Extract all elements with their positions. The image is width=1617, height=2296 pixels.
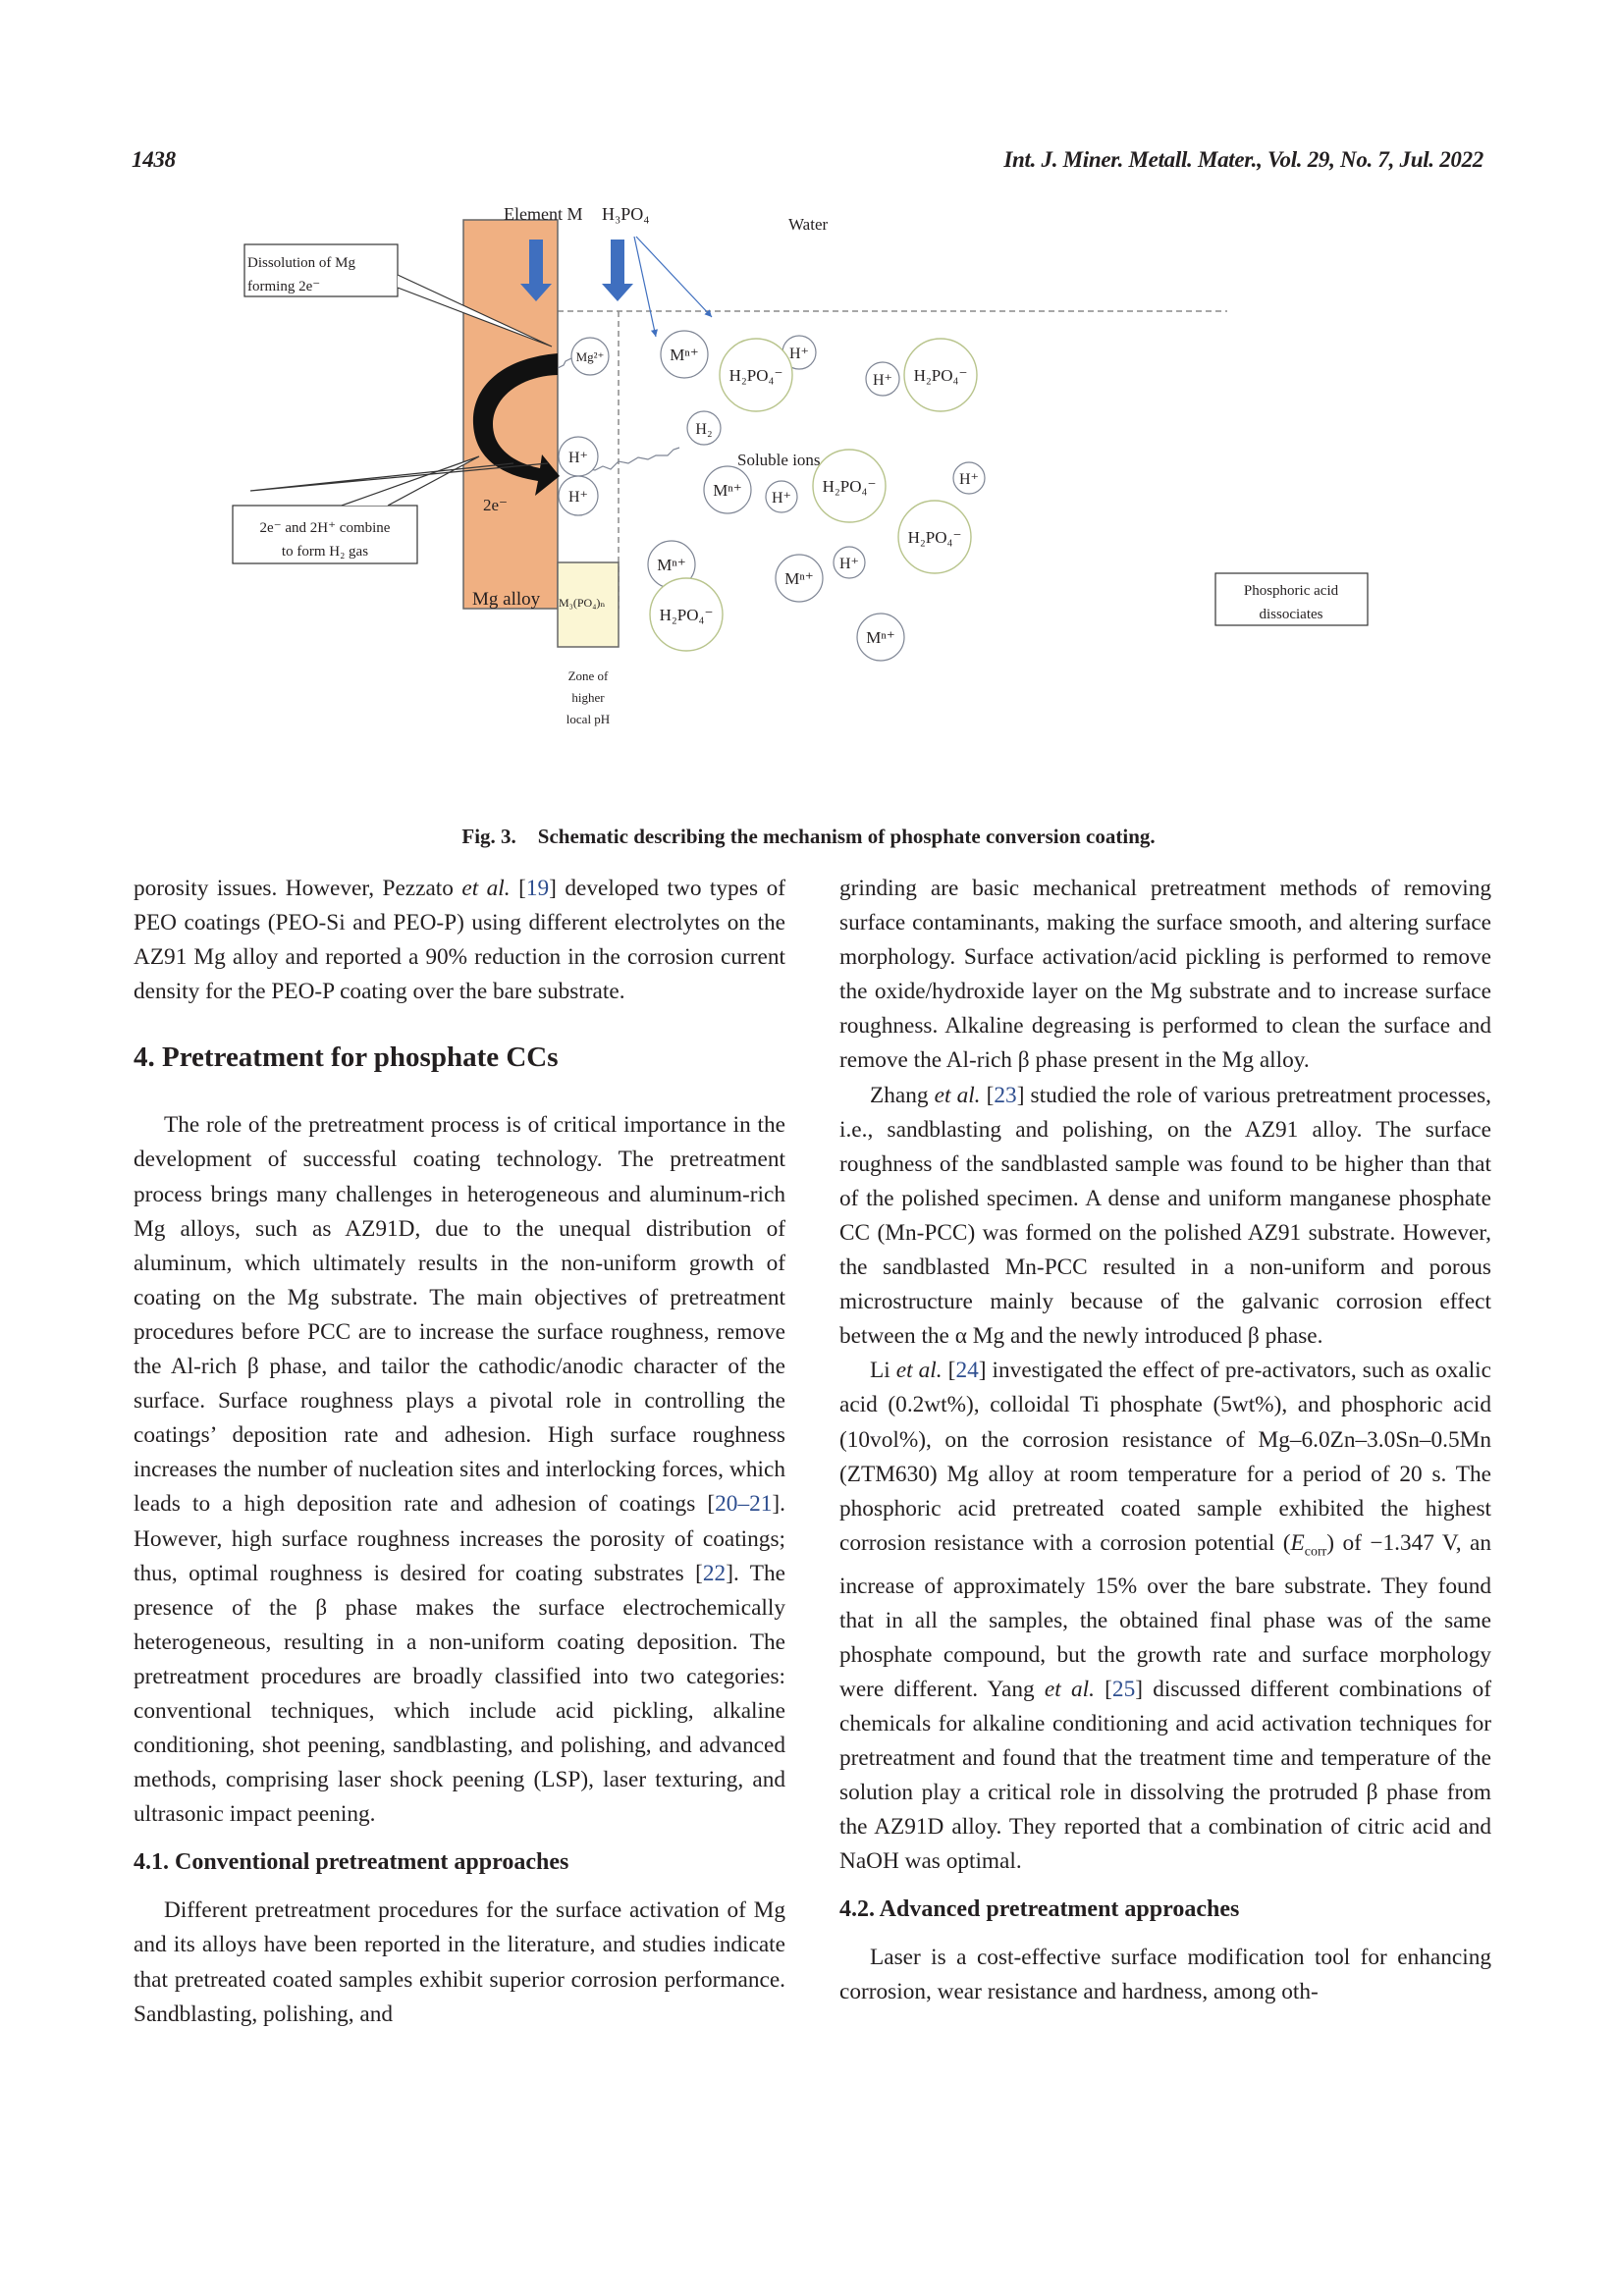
figure-3-schematic — [226, 196, 1404, 825]
callout-combine-line1: 2e⁻ and 2H⁺ combine — [259, 520, 391, 536]
citation-link[interactable]: 22 — [702, 1560, 727, 1586]
element-m-label: Element M — [504, 204, 583, 224]
h2po4-ion — [650, 578, 723, 651]
h-plus-ion — [953, 462, 985, 494]
h2po4-ion — [904, 339, 977, 411]
svg-text:H₂PO₄⁻: H₂PO₄⁻ — [728, 366, 783, 385]
callout-phosphoric-line2: dissociates — [1259, 607, 1323, 622]
svg-text:H₂PO₄⁻: H₂PO₄⁻ — [659, 606, 714, 624]
svg-text:Mg²⁺: Mg²⁺ — [575, 349, 605, 364]
paragraph: The role of the pretreatment process is of critical importance in the development of successful coating technology. The pretreatment process brings many challenges in heterogeneous and aluminum-rich Mg alloys, such as AZ91D, due to the unequal distribution of aluminum, which ultimately results in the non-uniform growth of coating on the Mg substrate. The main objectives of pretreatment procedures before PCC are to increase the surface roughness, remove the Al-rich β phase, and tailor the cathodic/anodic character of the surface. Surface roughness plays a pivotal role in controlling the coatings’ deposition rate and adhesion. High surface roughness increases the number of nucleation sites and interlocking forces, which leads to a high deposition rate and adhesion of coatings [20–21]. However, high surface roughness increases the porosity of coatings; thus, optimal roughness is desired for coating substrates [22]. The presence of the β phase makes the surface electrochemically heterogeneous, resulting in a non-uniform coating deposition. The pretreatment procedures are broadly classified into two categories: conventional techniques, which include acid pickling, alkaline conditioning, shot peening, sandblasting, and polishing, and advanced methods, comprising laser shock peening (LSP), laser texturing, and ultrasonic impact peening. — [134, 1112, 785, 1828]
zone-label-2: higher — [571, 690, 605, 705]
citation-link[interactable]: 24 — [955, 1358, 979, 1384]
mg-alloy-label: Mg alloy — [472, 589, 541, 610]
h-plus-ion — [866, 362, 899, 396]
journal-citation: Int. J. Miner. Metall. Mater., Vol. 29, No. 7, Jul. 2022 — [1003, 147, 1483, 172]
h-plus-ion — [559, 437, 598, 476]
metal-ion — [704, 466, 751, 513]
svg-text:H₂PO₄⁻: H₂PO₄⁻ — [913, 366, 968, 385]
svg-text:H⁺: H⁺ — [873, 372, 892, 389]
callout-combine-line2: to form H₂ gas — [281, 544, 369, 560]
h3po4-to-h2po4-arrow — [636, 237, 712, 317]
figure-caption — [0, 825, 1617, 849]
h3po4-label: H₃PO₄ — [602, 204, 650, 224]
section-heading: 4. Pretreatment for phosphate CCs — [134, 1041, 559, 1074]
paragraph: Different pretreatment procedures for the surface activation of Mg and its alloys have been reported in the literature, and studies indicate that pretreated coated samples exhibit superior corrosion performance. Sandblasting, polishing, and — [134, 1897, 785, 2027]
h3po4-arrow-icon — [602, 240, 633, 301]
callout-phosphoric-line1: Phosphoric acid — [1243, 583, 1339, 599]
svg-text:H⁺: H⁺ — [568, 450, 588, 466]
precipitate-formula: M₃(PO₄)ₙ — [559, 596, 606, 610]
h2po4-ion — [898, 501, 971, 573]
zone-label-3: local pH — [566, 712, 611, 726]
citation-link[interactable]: 19 — [525, 876, 550, 901]
subsection-heading: 4.2. Advanced pretreatment approaches — [839, 1896, 1240, 1923]
subsection-heading: 4.1. Conventional pretreatment approaches — [134, 1849, 569, 1876]
paragraph: Li et al. [24] investigated the effect of pre-activators, such as oxalic acid (0.2wt%), colloidal Ti phosphate (5wt%), and phosphoric acid (10vol%), on the corrosion resistance of Mg–6.0Zn–3.0Sn–0.5Mn (ZTM630) Mg alloy at room temperature for a period of 20 s. The phosphoric acid pretreated coated sample exhibited the highest corrosion resistance with a corrosion potential $(E_{corr})$ of −1.347 V, an increase of approximately 15% over the bare substrate. They found that in all the samples, the obtained final phase was of the same phosphate compound, but the growth rate and surface morphology were different. Yang et al. [25] discussed different combinations of chemicals for alkaline conditioning and acid activation techniques for pretreatment and found that the treatment time and temperature of the solution play a critical role in dissolving the protruded β phase from the AZ91D alloy. They reported that a combination of citric acid and NaOH was optimal. — [839, 1358, 1491, 1875]
svg-text:H₂: H₂ — [695, 421, 713, 438]
h2po4-ion — [720, 339, 792, 411]
paragraph: grinding are basic mechanical pretreatment methods of removing surface contaminants, making the surface smooth, and altering surface morphology. Surface activation/acid pickling is performed to remove the oxide/hydroxide layer on the Mg substrate and to increase surface roughness. Alkaline degreasing is performed to clean the surface and remove the Al-rich β phase present in the Mg alloy. — [839, 876, 1491, 1074]
h3po4-to-hplus-arrow — [634, 237, 656, 337]
soluble-ions-label: Soluble ions — [737, 451, 821, 469]
callout-dissolution-line1: Dissolution of Mg — [247, 255, 356, 271]
callout-dissolution-line2: forming 2e⁻ — [247, 279, 321, 294]
h-plus-ion — [559, 476, 598, 515]
svg-text:H⁺: H⁺ — [959, 471, 979, 488]
two-electron-label: 2e⁻ — [483, 496, 509, 514]
left-column — [134, 872, 785, 2032]
svg-text:H⁺: H⁺ — [568, 489, 588, 506]
citation-link[interactable]: 25 — [1111, 1676, 1136, 1702]
svg-text:H⁺: H⁺ — [772, 490, 791, 507]
svg-text:H₂PO₄⁻: H₂PO₄⁻ — [822, 477, 877, 496]
figure-label: Fig. 3. — [461, 825, 516, 848]
h-plus-ion — [766, 481, 797, 512]
svg-text:Mⁿ⁺: Mⁿ⁺ — [784, 569, 814, 588]
svg-text:Mⁿ⁺: Mⁿ⁺ — [866, 628, 895, 647]
right-column — [839, 872, 1491, 2010]
paragraph: Laser is a cost-effective surface modification tool for enhancing corrosion, wear resistance and hardness, among oth- — [839, 1945, 1491, 2005]
water-label: Water — [788, 215, 829, 234]
svg-text:Mⁿ⁺: Mⁿ⁺ — [713, 481, 742, 500]
svg-text:H₂PO₄⁻: H₂PO₄⁻ — [907, 528, 962, 547]
paragraph: Zhang et al. [23] studied the role of various pretreatment processes, i.e., sandblasting and polishing, on the AZ91 alloy. The surface roughness of the sandblasted sample was found to be higher than that of the polished specimen. A dense and uniform manganese phosphate CC (Mn-PCC) was formed on the polished AZ91 substrate. However, the sandblasted Mn-PCC resulted in a non-uniform and porous microstructure mainly because of the galvanic corrosion effect between the α Mg and the newly introduced β phase. — [839, 1082, 1491, 1350]
mg2plus-ion — [571, 338, 609, 375]
metal-ion — [857, 614, 904, 661]
h-plus-ion — [834, 547, 865, 578]
svg-text:Mⁿ⁺: Mⁿ⁺ — [670, 346, 699, 364]
svg-text:H⁺: H⁺ — [789, 346, 809, 362]
metal-ion — [661, 331, 708, 378]
citation-link[interactable]: 20–21 — [715, 1491, 773, 1518]
h2po4-ion — [813, 450, 886, 522]
svg-text:H⁺: H⁺ — [839, 556, 859, 572]
h2-molecule — [687, 411, 721, 445]
hydrogen-gas-line — [585, 448, 679, 470]
page-number: 1438 — [132, 147, 176, 172]
zone-label-1: Zone of — [567, 668, 609, 683]
figure-caption-text: Schematic describing the mechanism of phosphate conversion coating. — [537, 825, 1156, 848]
citation-link[interactable]: 23 — [994, 1082, 1017, 1108]
svg-text:Mⁿ⁺: Mⁿ⁺ — [657, 556, 686, 574]
metal-ion — [776, 555, 823, 602]
paragraph: porosity issues. However, Pezzato et al. [19] developed two types of PEO coatings (PEO-Si and PEO-P) using different electrolytes on the AZ91 Mg alloy and reported a 90% reduction in the corrosion current density for the PEO-P coating over the bare substrate. — [134, 876, 785, 1005]
